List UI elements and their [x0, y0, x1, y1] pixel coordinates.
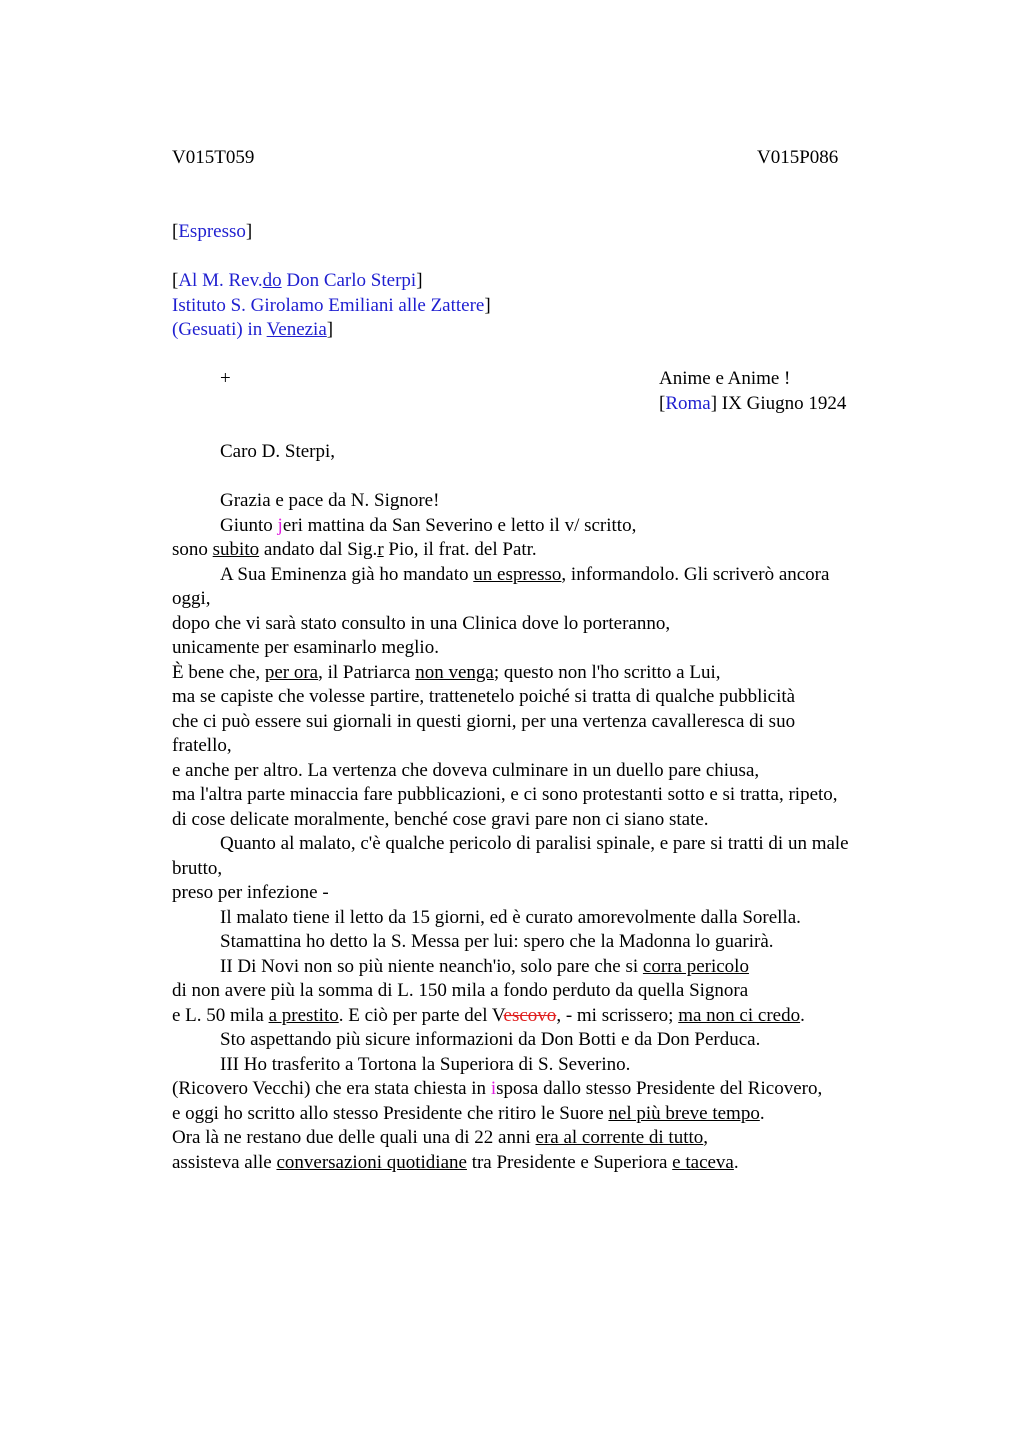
body-line: III Ho trasferito a Tortona la Superiora di S. Severino.	[220, 1053, 631, 1075]
body-line: di cose delicate moralmente, benché cose gravi pare non ci siano state.	[172, 808, 709, 830]
body-line: e L. 50 mila a prestito. E ciò per parte del Vescovo, - mi scrissero; ma non ci credo.	[172, 1004, 805, 1026]
body-line: e anche per altro. La vertenza che doveva culminare in un duello pare chiusa,	[172, 759, 760, 781]
espresso-label: Espresso	[178, 221, 246, 242]
body-line: unicamente per esaminarlo meglio.	[172, 637, 439, 658]
body-line: brutto,	[172, 857, 223, 879]
body-line: ma se capiste che volesse partire, trattenetelo poiché si tratta di qualche pubblicità	[172, 686, 796, 707]
body-line: di non avere più la somma di L. 150 mila a fondo perduto da quella Signora	[172, 980, 749, 1001]
greeting: Caro D. Sterpi,	[220, 441, 336, 462]
body-line: sono subito andato dal Sig.r Pio, il frat. del Patr.	[172, 539, 537, 560]
body-line: oggi,	[172, 588, 211, 609]
body-line: Stamattina ho detto la S. Messa per lui: spero che la Madonna lo guarirà.	[220, 931, 774, 952]
body-line: II Di Novi non so più niente neanch'io, solo pare che si corra pericolo	[220, 955, 749, 977]
place-name: Roma	[665, 392, 711, 414]
document-code-right: V015P086	[757, 147, 839, 168]
inserted-letter: j	[277, 514, 283, 536]
dateline: [Roma] IX Giugno 1924	[659, 392, 847, 414]
body-line: Sto aspettando più sicure informazioni da Don Botti e da Don Perduca.	[220, 1029, 761, 1050]
body-line: Giunto jeri mattina da San Severino e letto il v/ scritto,	[220, 514, 637, 536]
body-line: Quanto al malato, c'è qualche pericolo di paralisi spinale, e pare si tratti di un male	[220, 833, 849, 854]
document-code-left: V015T059	[172, 147, 255, 168]
body-line: Il malato tiene il letto da 15 giorni, ed è curato amorevolmente dalla Sorella.	[220, 906, 801, 928]
body-line: ma l'altra parte minaccia fare pubblicazioni, e ci sono protestanti sotto e si tratta, ripeto,	[172, 784, 838, 805]
body-line: (Ricovero Vecchi) che era stata chiesta in isposa dallo stesso Presidente del Ricovero,	[172, 1078, 823, 1099]
body-line: Grazia e pace da N. Signore!	[220, 490, 440, 511]
motto: Anime e Anime !	[659, 368, 791, 389]
cross-symbol: +	[220, 368, 231, 389]
address-line-2: Istituto S. Girolamo Emiliani alle Zattere]	[172, 294, 491, 316]
body-line: che ci può essere sui giornali in questi giorni, per una vertenza cavalleresca di suo	[172, 710, 796, 732]
body-line: e oggi ho scritto allo stesso Presidente che ritiro le Suore nel più breve tempo.	[172, 1102, 765, 1124]
body-line: assisteva alle conversazioni quotidiane tra Presidente e Superiora e taceva.	[172, 1151, 739, 1173]
inserted-letter: i	[490, 1078, 497, 1099]
address-line-3: (Gesuati) in Venezia]	[172, 319, 334, 340]
body-line: dopo che vi sarà stato consulto in una Clinica dove lo porteranno,	[172, 612, 671, 634]
body-line: A Sua Eminenza già ho mandato un espresso, informandolo. Gli scriverò ancora	[220, 563, 830, 585]
body-line: È bene che, per ora, il Patriarca non venga; questo non l'ho scritto a Lui,	[172, 661, 721, 683]
letter-body	[172, 489, 932, 1175]
address-city: Venezia	[266, 319, 327, 340]
body-line: Ora là ne restano due delle quali una di 22 anni era al corrente di tutto,	[172, 1127, 709, 1148]
address-line-1: [Al M. Rev.do Don Carlo Sterpi]	[172, 270, 423, 291]
delivery-note: [Espresso]	[172, 221, 253, 242]
deleted-text: escovo	[503, 1004, 557, 1026]
body-line: fratello,	[172, 735, 232, 756]
body-line: preso per infezione -	[172, 882, 329, 903]
letter-date: IX Giugno 1924	[717, 392, 847, 414]
